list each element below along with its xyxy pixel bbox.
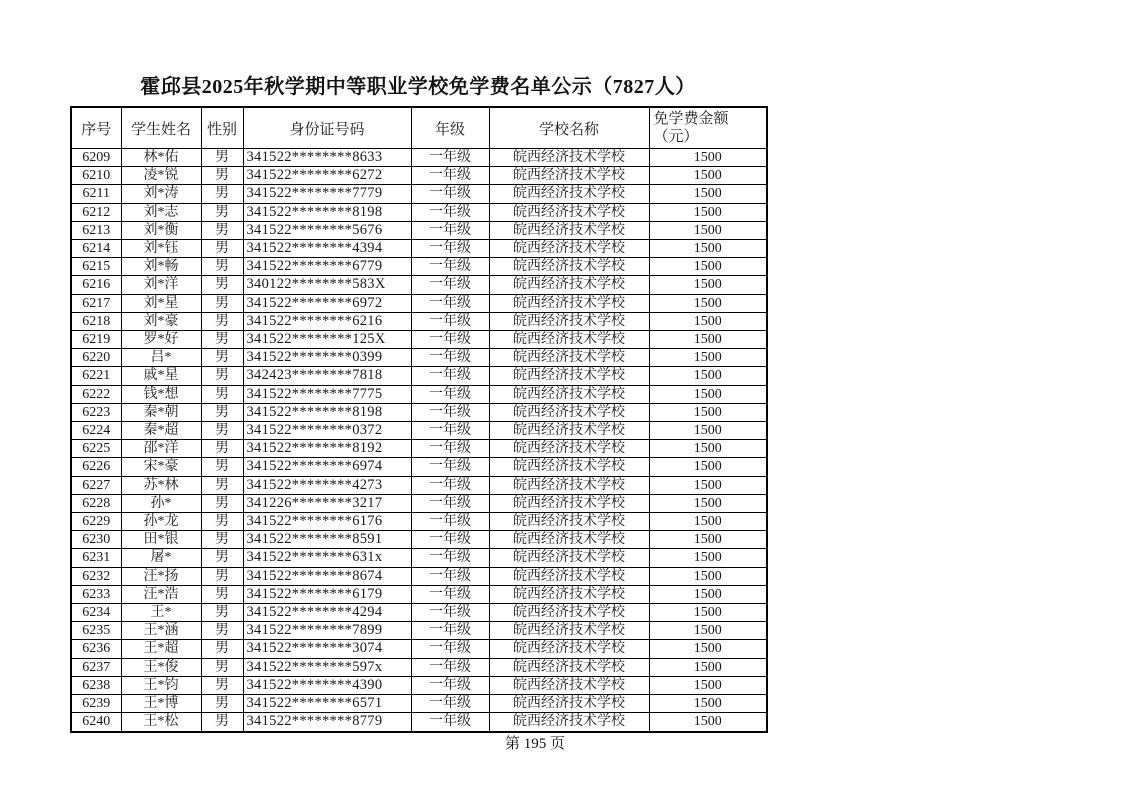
cell-school-name: 皖西经济技术学校	[489, 622, 649, 640]
table-row	[71, 604, 767, 622]
cell-student-name: 秦*超	[121, 422, 201, 440]
cell-student-name: 王*	[121, 604, 201, 622]
cell-gender: 男	[201, 585, 243, 603]
cell-gender: 男	[201, 676, 243, 694]
cell-school-name: 皖西经济技术学校	[489, 531, 649, 549]
table-row	[71, 494, 767, 512]
cell-grade: 一年级	[411, 167, 489, 185]
table-row	[71, 549, 767, 567]
cell-school-name: 皖西经济技术学校	[489, 312, 649, 330]
table-row	[71, 676, 767, 694]
cell-amount: 1500	[649, 549, 767, 567]
header-id-number: 身份证号码	[243, 107, 411, 149]
cell-school-name: 皖西经济技术学校	[489, 149, 649, 167]
cell-amount: 1500	[649, 658, 767, 676]
cell-amount: 1500	[649, 331, 767, 349]
cell-school-name: 皖西经济技术学校	[489, 221, 649, 239]
cell-student-name: 王*超	[121, 640, 201, 658]
cell-student-name: 刘*钰	[121, 240, 201, 258]
cell-gender: 男	[201, 203, 243, 221]
cell-id-number: 341522********6571	[243, 695, 411, 713]
cell-index: 6217	[71, 294, 121, 312]
cell-index: 6237	[71, 658, 121, 676]
table-body	[71, 149, 767, 732]
cell-school-name: 皖西经济技术学校	[489, 458, 649, 476]
cell-school-name: 皖西经济技术学校	[489, 203, 649, 221]
cell-school-name: 皖西经济技术学校	[489, 695, 649, 713]
cell-gender: 男	[201, 531, 243, 549]
cell-grade: 一年级	[411, 713, 489, 732]
cell-grade: 一年级	[411, 494, 489, 512]
cell-amount: 1500	[649, 622, 767, 640]
cell-id-number: 341522********3074	[243, 640, 411, 658]
cell-student-name: 刘*星	[121, 294, 201, 312]
cell-grade: 一年级	[411, 622, 489, 640]
cell-school-name: 皖西经济技术学校	[489, 349, 649, 367]
cell-gender: 男	[201, 312, 243, 330]
cell-id-number: 341522********6216	[243, 312, 411, 330]
cell-grade: 一年级	[411, 440, 489, 458]
cell-gender: 男	[201, 476, 243, 494]
cell-school-name: 皖西经济技术学校	[489, 567, 649, 585]
cell-school-name: 皖西经济技术学校	[489, 258, 649, 276]
cell-amount: 1500	[649, 258, 767, 276]
cell-amount: 1500	[649, 585, 767, 603]
cell-grade: 一年级	[411, 585, 489, 603]
cell-gender: 男	[201, 567, 243, 585]
cell-gender: 男	[201, 367, 243, 385]
cell-amount: 1500	[649, 385, 767, 403]
cell-index: 6216	[71, 276, 121, 294]
cell-grade: 一年级	[411, 695, 489, 713]
cell-index: 6209	[71, 149, 121, 167]
cell-student-name: 宋*豪	[121, 458, 201, 476]
cell-id-number: 341522********8192	[243, 440, 411, 458]
cell-gender: 男	[201, 331, 243, 349]
cell-student-name: 刘*涛	[121, 185, 201, 203]
cell-amount: 1500	[649, 476, 767, 494]
cell-id-number: 341522********4294	[243, 604, 411, 622]
cell-amount: 1500	[649, 567, 767, 585]
cell-amount: 1500	[649, 513, 767, 531]
cell-amount: 1500	[649, 676, 767, 694]
cell-grade: 一年级	[411, 294, 489, 312]
cell-grade: 一年级	[411, 258, 489, 276]
header-grade: 年级	[411, 107, 489, 149]
cell-student-name: 凌*锐	[121, 167, 201, 185]
cell-gender: 男	[201, 403, 243, 421]
cell-gender: 男	[201, 549, 243, 567]
cell-gender: 男	[201, 167, 243, 185]
cell-id-number: 342423********7818	[243, 367, 411, 385]
cell-student-name: 邵*洋	[121, 440, 201, 458]
page-title: 霍邱县2025年秋学期中等职业学校免学费名单公示（7827人）	[140, 76, 696, 98]
table-row	[71, 585, 767, 603]
cell-amount: 1500	[649, 422, 767, 440]
cell-id-number: 341522********4273	[243, 476, 411, 494]
cell-student-name: 刘*豪	[121, 312, 201, 330]
cell-grade: 一年级	[411, 276, 489, 294]
cell-index: 6231	[71, 549, 121, 567]
cell-grade: 一年级	[411, 604, 489, 622]
cell-index: 6218	[71, 312, 121, 330]
cell-index: 6238	[71, 676, 121, 694]
table-row	[71, 167, 767, 185]
cell-school-name: 皖西经济技术学校	[489, 240, 649, 258]
cell-student-name: 屠*	[121, 549, 201, 567]
table-row	[71, 403, 767, 421]
cell-gender: 男	[201, 622, 243, 640]
cell-school-name: 皖西经济技术学校	[489, 494, 649, 512]
cell-id-number: 341522********7779	[243, 185, 411, 203]
cell-gender: 男	[201, 695, 243, 713]
header-index: 序号	[71, 107, 121, 149]
table-row	[71, 258, 767, 276]
cell-grade: 一年级	[411, 312, 489, 330]
cell-grade: 一年级	[411, 240, 489, 258]
cell-index: 6213	[71, 221, 121, 239]
cell-amount: 1500	[649, 221, 767, 239]
table-row	[71, 567, 767, 585]
table-row	[71, 149, 767, 167]
cell-id-number: 341522********6179	[243, 585, 411, 603]
cell-id-number: 341522********8198	[243, 203, 411, 221]
cell-student-name: 戚*星	[121, 367, 201, 385]
cell-index: 6232	[71, 567, 121, 585]
cell-id-number: 341522********8633	[243, 149, 411, 167]
cell-amount: 1500	[649, 713, 767, 732]
cell-amount: 1500	[649, 276, 767, 294]
cell-index: 6219	[71, 331, 121, 349]
cell-index: 6240	[71, 713, 121, 732]
cell-id-number: 341522********8779	[243, 713, 411, 732]
cell-gender: 男	[201, 494, 243, 512]
cell-grade: 一年级	[411, 658, 489, 676]
header-school-name: 学校名称	[489, 107, 649, 149]
cell-grade: 一年级	[411, 331, 489, 349]
cell-gender: 男	[201, 422, 243, 440]
cell-gender: 男	[201, 185, 243, 203]
cell-id-number: 341522********6972	[243, 294, 411, 312]
page-footer: 第 195 页	[504, 736, 565, 752]
cell-amount: 1500	[649, 367, 767, 385]
cell-student-name: 王*涵	[121, 622, 201, 640]
cell-gender: 男	[201, 658, 243, 676]
cell-student-name: 秦*朝	[121, 403, 201, 421]
cell-school-name: 皖西经济技术学校	[489, 476, 649, 494]
table-row	[71, 622, 767, 640]
cell-amount: 1500	[649, 240, 767, 258]
cell-index: 6236	[71, 640, 121, 658]
header-student-name: 学生姓名	[121, 107, 201, 149]
cell-id-number: 341522********5676	[243, 221, 411, 239]
header-gender: 性别	[201, 107, 243, 149]
table-row	[71, 385, 767, 403]
cell-index: 6220	[71, 349, 121, 367]
cell-school-name: 皖西经济技术学校	[489, 513, 649, 531]
table-row	[71, 513, 767, 531]
cell-id-number: 341522********6779	[243, 258, 411, 276]
table-row	[71, 276, 767, 294]
cell-id-number: 341522********4394	[243, 240, 411, 258]
cell-student-name: 王*俊	[121, 658, 201, 676]
cell-school-name: 皖西经济技术学校	[489, 367, 649, 385]
table-row	[71, 312, 767, 330]
cell-student-name: 孙*	[121, 494, 201, 512]
table-row	[71, 422, 767, 440]
cell-gender: 男	[201, 276, 243, 294]
cell-grade: 一年级	[411, 476, 489, 494]
cell-id-number: 340122********583X	[243, 276, 411, 294]
cell-grade: 一年级	[411, 676, 489, 694]
cell-id-number: 341522********6176	[243, 513, 411, 531]
cell-index: 6229	[71, 513, 121, 531]
cell-grade: 一年级	[411, 403, 489, 421]
cell-amount: 1500	[649, 640, 767, 658]
cell-school-name: 皖西经济技术学校	[489, 422, 649, 440]
table-row	[71, 713, 767, 732]
cell-id-number: 341522********7899	[243, 622, 411, 640]
cell-student-name: 刘*畅	[121, 258, 201, 276]
cell-index: 6221	[71, 367, 121, 385]
table-header-row-inner	[71, 107, 767, 149]
cell-school-name: 皖西经济技术学校	[489, 294, 649, 312]
table-row	[71, 640, 767, 658]
cell-amount: 1500	[649, 494, 767, 512]
cell-index: 6212	[71, 203, 121, 221]
cell-amount: 1500	[649, 440, 767, 458]
cell-index: 6214	[71, 240, 121, 258]
cell-student-name: 罗*好	[121, 331, 201, 349]
cell-gender: 男	[201, 513, 243, 531]
cell-grade: 一年级	[411, 567, 489, 585]
cell-grade: 一年级	[411, 385, 489, 403]
cell-index: 6224	[71, 422, 121, 440]
cell-amount: 1500	[649, 531, 767, 549]
cell-grade: 一年级	[411, 367, 489, 385]
cell-amount: 1500	[649, 349, 767, 367]
cell-amount: 1500	[649, 312, 767, 330]
table-row	[71, 349, 767, 367]
table-row	[71, 695, 767, 713]
cell-grade: 一年级	[411, 513, 489, 531]
cell-gender: 男	[201, 458, 243, 476]
cell-gender: 男	[201, 149, 243, 167]
cell-index: 6227	[71, 476, 121, 494]
cell-student-name: 汪*浩	[121, 585, 201, 603]
cell-amount: 1500	[649, 203, 767, 221]
cell-school-name: 皖西经济技术学校	[489, 640, 649, 658]
cell-id-number: 341522********4390	[243, 676, 411, 694]
cell-student-name: 汪*扬	[121, 567, 201, 585]
cell-amount: 1500	[649, 695, 767, 713]
cell-gender: 男	[201, 713, 243, 732]
cell-student-name: 林*佑	[121, 149, 201, 167]
cell-student-name: 孙*龙	[121, 513, 201, 531]
cell-student-name: 田*银	[121, 531, 201, 549]
cell-school-name: 皖西经济技术学校	[489, 585, 649, 603]
cell-student-name: 钱*想	[121, 385, 201, 403]
cell-school-name: 皖西经济技术学校	[489, 276, 649, 294]
cell-student-name: 刘*衡	[121, 221, 201, 239]
cell-school-name: 皖西经济技术学校	[489, 604, 649, 622]
table-row	[71, 185, 767, 203]
table-row	[71, 294, 767, 312]
cell-student-name: 苏*林	[121, 476, 201, 494]
cell-amount: 1500	[649, 403, 767, 421]
table-header-row	[71, 107, 767, 149]
cell-gender: 男	[201, 349, 243, 367]
cell-index: 6210	[71, 167, 121, 185]
cell-school-name: 皖西经济技术学校	[489, 403, 649, 421]
cell-school-name: 皖西经济技术学校	[489, 440, 649, 458]
cell-student-name: 刘*志	[121, 203, 201, 221]
cell-gender: 男	[201, 258, 243, 276]
cell-id-number: 341522********125X	[243, 331, 411, 349]
table-row	[71, 440, 767, 458]
cell-index: 6225	[71, 440, 121, 458]
cell-amount: 1500	[649, 167, 767, 185]
cell-id-number: 341522********6974	[243, 458, 411, 476]
cell-id-number: 341522********8198	[243, 403, 411, 421]
cell-index: 6234	[71, 604, 121, 622]
cell-id-number: 341522********597x	[243, 658, 411, 676]
cell-student-name: 王*松	[121, 713, 201, 732]
cell-student-name: 王*钧	[121, 676, 201, 694]
cell-index: 6222	[71, 385, 121, 403]
cell-id-number: 341522********8674	[243, 567, 411, 585]
cell-grade: 一年级	[411, 221, 489, 239]
cell-grade: 一年级	[411, 531, 489, 549]
cell-student-name: 吕*	[121, 349, 201, 367]
header-amount: 免学费金额 （元）	[649, 107, 767, 149]
cell-school-name: 皖西经济技术学校	[489, 676, 649, 694]
table-row	[71, 331, 767, 349]
cell-school-name: 皖西经济技术学校	[489, 385, 649, 403]
cell-amount: 1500	[649, 149, 767, 167]
cell-index: 6228	[71, 494, 121, 512]
cell-index: 6223	[71, 403, 121, 421]
cell-id-number: 341522********0372	[243, 422, 411, 440]
cell-school-name: 皖西经济技术学校	[489, 185, 649, 203]
cell-school-name: 皖西经济技术学校	[489, 331, 649, 349]
table-row	[71, 458, 767, 476]
cell-school-name: 皖西经济技术学校	[489, 658, 649, 676]
cell-school-name: 皖西经济技术学校	[489, 549, 649, 567]
cell-grade: 一年级	[411, 640, 489, 658]
cell-index: 6233	[71, 585, 121, 603]
cell-amount: 1500	[649, 294, 767, 312]
cell-id-number: 341522********6272	[243, 167, 411, 185]
cell-amount: 1500	[649, 604, 767, 622]
cell-index: 6239	[71, 695, 121, 713]
cell-index: 6215	[71, 258, 121, 276]
cell-grade: 一年级	[411, 203, 489, 221]
cell-grade: 一年级	[411, 422, 489, 440]
cell-gender: 男	[201, 221, 243, 239]
table-row	[71, 531, 767, 549]
cell-index: 6235	[71, 622, 121, 640]
cell-gender: 男	[201, 440, 243, 458]
cell-grade: 一年级	[411, 549, 489, 567]
cell-id-number: 341522********7775	[243, 385, 411, 403]
cell-student-name: 王*博	[121, 695, 201, 713]
fee-exemption-table	[70, 106, 768, 733]
cell-index: 6226	[71, 458, 121, 476]
cell-gender: 男	[201, 240, 243, 258]
cell-id-number: 341522********631x	[243, 549, 411, 567]
table-row	[71, 221, 767, 239]
cell-grade: 一年级	[411, 458, 489, 476]
cell-id-number: 341522********8591	[243, 531, 411, 549]
cell-student-name: 刘*洋	[121, 276, 201, 294]
table-row	[71, 658, 767, 676]
cell-school-name: 皖西经济技术学校	[489, 167, 649, 185]
table-row	[71, 367, 767, 385]
cell-gender: 男	[201, 294, 243, 312]
cell-gender: 男	[201, 640, 243, 658]
cell-index: 6230	[71, 531, 121, 549]
cell-grade: 一年级	[411, 349, 489, 367]
table-row	[71, 476, 767, 494]
cell-id-number: 341522********0399	[243, 349, 411, 367]
cell-grade: 一年级	[411, 149, 489, 167]
table-row	[71, 203, 767, 221]
cell-index: 6211	[71, 185, 121, 203]
cell-amount: 1500	[649, 185, 767, 203]
cell-school-name: 皖西经济技术学校	[489, 713, 649, 732]
table-row	[71, 240, 767, 258]
cell-id-number: 341226********3217	[243, 494, 411, 512]
cell-gender: 男	[201, 604, 243, 622]
cell-amount: 1500	[649, 458, 767, 476]
cell-grade: 一年级	[411, 185, 489, 203]
cell-gender: 男	[201, 385, 243, 403]
